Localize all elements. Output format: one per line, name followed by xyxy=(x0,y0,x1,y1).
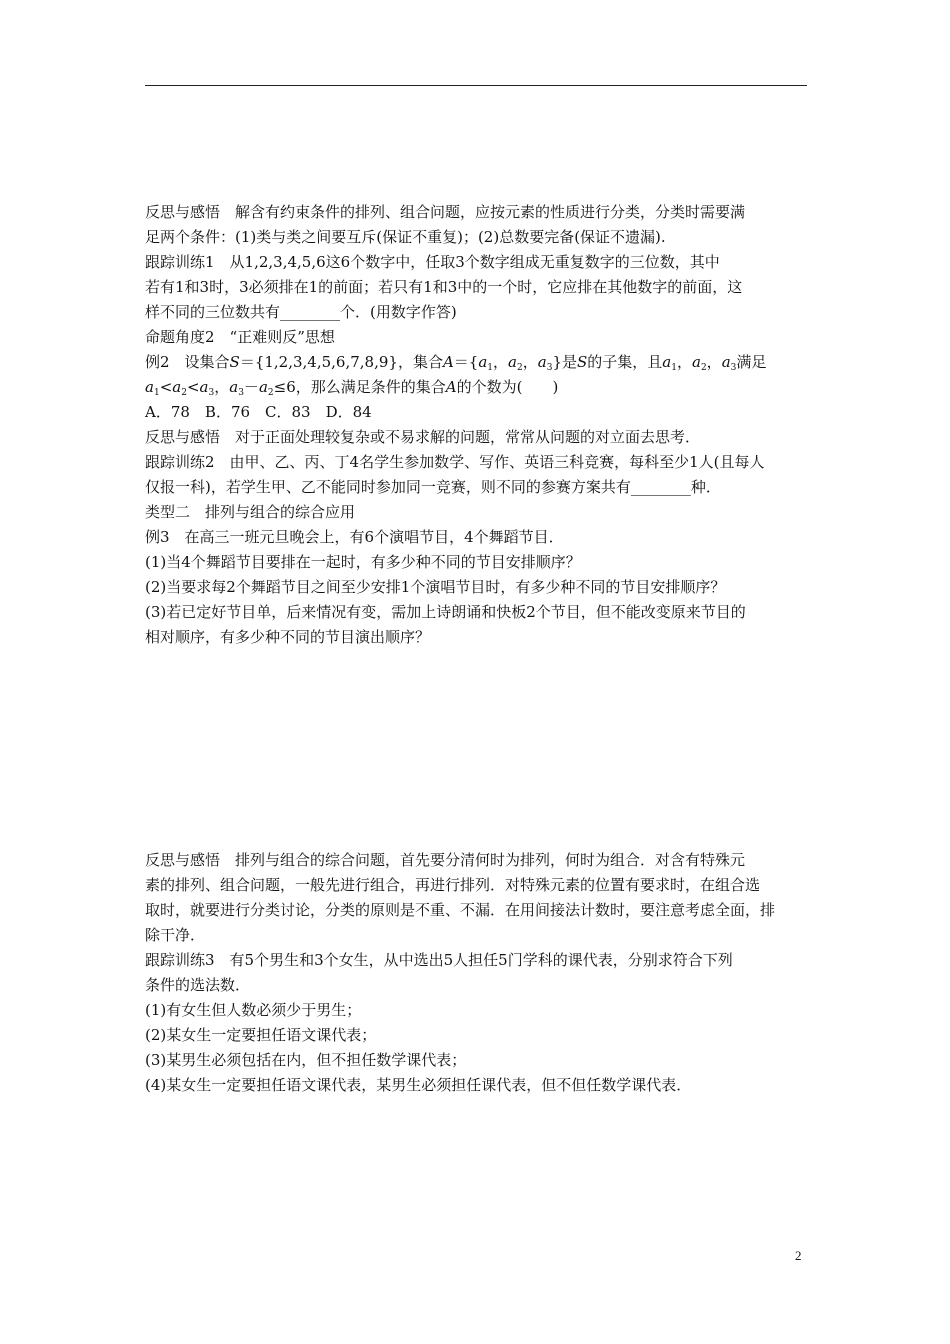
example-2-line-2: $a_1<a_2<a_3$，$a_3-a_2\le 6$，那么满足条件的集合A的个数为( ) xyxy=(145,378,559,398)
text-line: (1)有女生但人数必须少于男生； xyxy=(145,1001,362,1019)
text-line: (3)某男生必须包括在内，但不担任数学课代表； xyxy=(145,1051,467,1069)
text-line: 相对顺序，有多少种不同的节目演出顺序？ xyxy=(145,628,431,646)
text-line: (4)某女生一定要担任语文课代表，某男生必须担任课代表，但不但任数学课代表． xyxy=(145,1076,692,1094)
text-line: 足两个条件：(1)类与类之间要互斥(保证不重复)；(2)总数要完备(保证不遗漏). xyxy=(145,228,666,246)
text-line: 反思与感悟 对于正面处理较复杂或不易求解的问题，常常从问题的对立面去思考． xyxy=(145,428,701,446)
text-line: 命题角度2 “正难则反”思想 xyxy=(145,328,335,346)
text-line: 反思与感悟 排列与组合的综合问题，首先要分清何时为排列，何时为组合．对含有特殊元 xyxy=(145,851,746,869)
text-line: (1)当4个舞蹈节目要排在一起时，有多少种不同的节目安排顺序？ xyxy=(145,553,581,571)
section-reflection-1 xyxy=(145,200,807,650)
text-line: 若有1和3时，3必须排在1的前面；若只有1和3中的一个时，它应排在其他数字的前面，这 xyxy=(145,278,743,296)
page-number: 2 xyxy=(795,1248,802,1263)
text-line: (3)若已定好节目单，后来情况有变，需加上诗朗诵和快板2个节目，但不能改变原来节目的 xyxy=(145,603,746,621)
text-line: 条件的选法数． xyxy=(145,976,251,994)
section-reflection-3 xyxy=(145,848,807,1098)
text-line: (2)当要求每2个舞蹈节目之间至少安排1个演唱节目时，有多少种不同的节目安排顺序？ xyxy=(145,578,726,596)
text-line: 取时，就要进行分类讨论，分类的原则是不重、不漏．在用间接法计数时，要注意考虑全面，排 xyxy=(145,901,776,919)
text-line: 跟踪训练2 由甲、乙、丙、丁4名学生参加数学、写作、英语三科竞赛，每科至少1人(且每人 xyxy=(145,453,765,471)
example-2-options: A．78 B．76 C．83 D．84 xyxy=(145,403,372,421)
text-line: (2)某女生一定要担任语文课代表； xyxy=(145,1026,377,1044)
header-rule xyxy=(145,85,807,86)
example-2-line-1: 例2 设集合S＝{1,2,3,4,5,6,7,8,9}，集合$A=\{a_1$，$a_2$，$a_3$}是S的子集，且$a_1$，$a_2$，$a_3$满足 xyxy=(145,353,767,373)
text-line: 反思与感悟 解含有约束条件的排列、组合问题，应按元素的性质进行分类，分类时需要满 xyxy=(145,203,746,221)
text-line: 跟踪训练3 有5个男生和3个女生，从中选出5人担任5门学科的课代表，分别求符合下列 xyxy=(145,951,733,969)
text-line: 例3 在高三一班元旦晚会上，有6个演唱节目，4个舞蹈节目． xyxy=(145,528,564,546)
section-heading: 类型二 排列与组合的综合应用 xyxy=(145,503,356,521)
text-line: 除干净． xyxy=(145,926,206,944)
text-line: 样不同的三位数共有________个．(用数字作答) xyxy=(145,303,457,321)
text-line: 仅报一科)，若学生甲、乙不能同时参加同一竞赛，则不同的参赛方案共有________种． xyxy=(145,478,721,496)
text-line: 素的排列、组合问题，一般先进行组合，再进行排列．对特殊元素的位置有要求时，在组合选 xyxy=(145,876,761,894)
text-line: 跟踪训练1 从1,2,3,4,5,6这6个数字中，任取3个数字组成无重复数字的三位数，其中 xyxy=(145,253,720,271)
